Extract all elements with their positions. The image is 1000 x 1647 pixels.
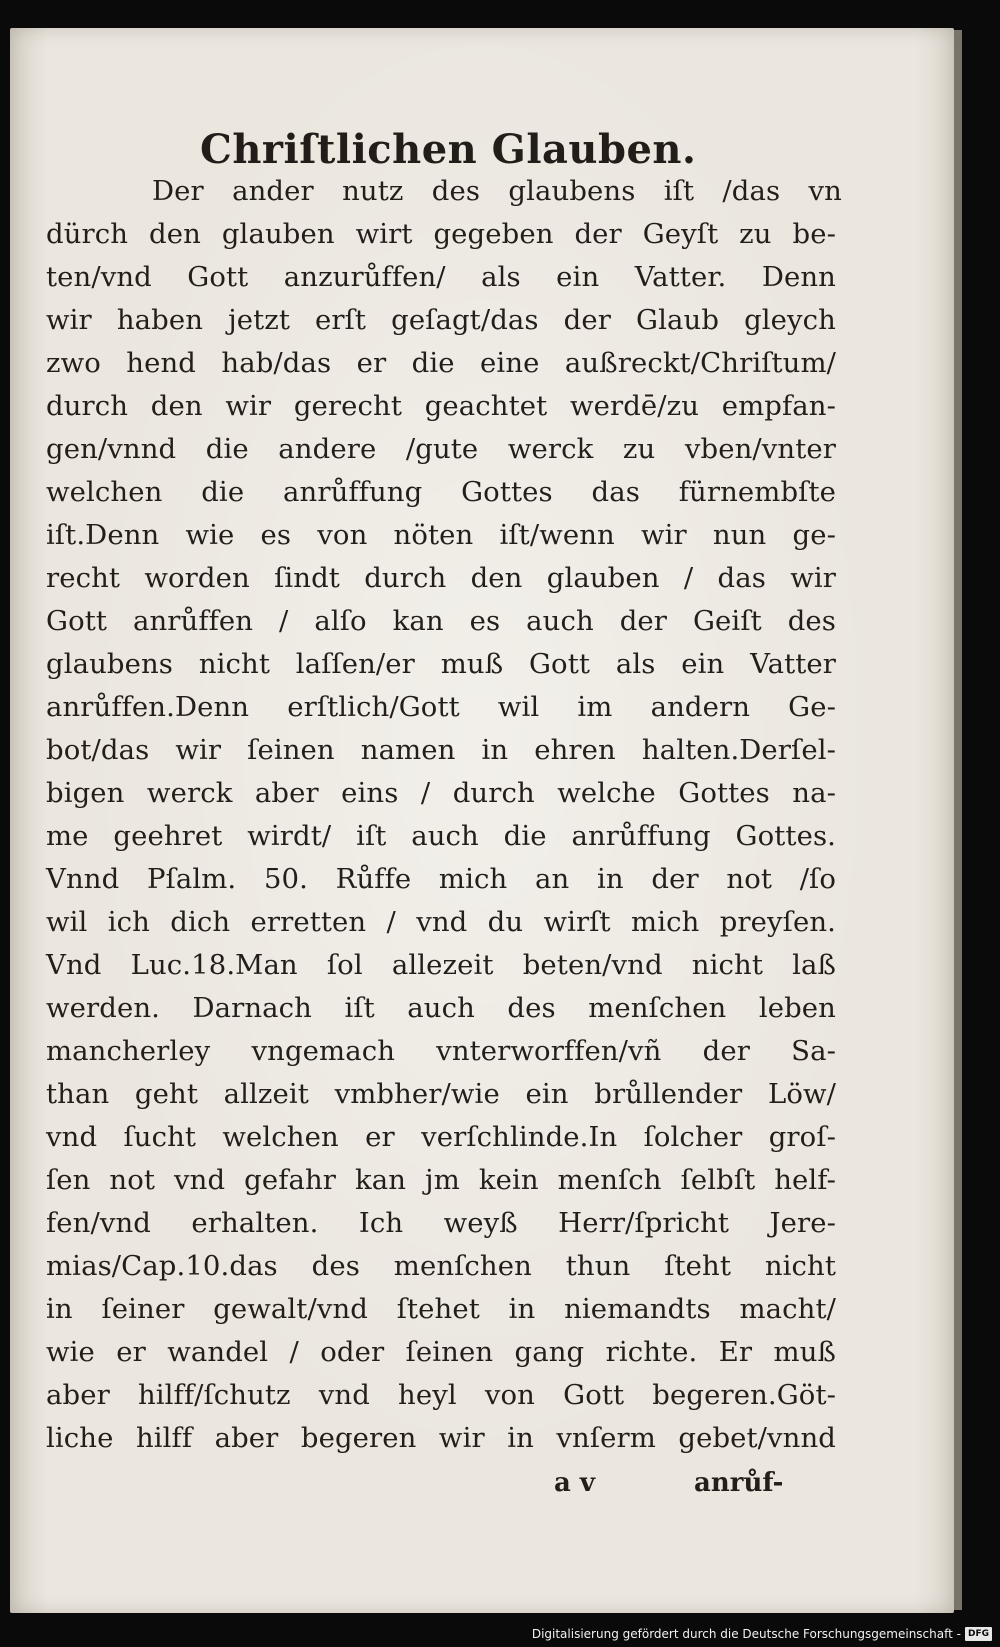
text-line: liche hilff aber begeren wir in vnſerm gebet/vnnd	[46, 1422, 836, 1454]
text-line: mias/Cap.10.das des menſchen thun ſteht nicht	[46, 1250, 836, 1282]
text-line: wil ich dich erretten / vnd du wirſt mich preyſen.	[46, 906, 836, 938]
text-line: in ſeiner gewalt/vnd ſtehet in niemandts macht/	[46, 1293, 836, 1325]
text-line: fen/vnd erhalten. Ich weyß Herr/ſpricht Jere-	[46, 1207, 836, 1239]
text-line: vnd ſucht welchen er verſchlinde.In ſolcher groſ-	[46, 1121, 836, 1153]
text-line: me geehret wirdt/ iſt auch die anrůffung Gottes.	[46, 820, 836, 852]
text-line: gen/vnnd die andere /gute werck zu vben/vnter	[46, 433, 836, 465]
text-line: zwo hend hab/das er die eine außreckt/Chriſtum/	[46, 347, 836, 379]
text-line: than geht allzeit vmbher/wie ein brůllender Löw/	[46, 1078, 836, 1110]
running-head: Chriſtlichen Glauben.	[200, 126, 697, 173]
text-line: anrůffen.Denn erſtlich/Gott wil im andern Ge-	[46, 691, 836, 723]
text-line: bigen werck aber eins / durch welche Gottes na-	[46, 777, 836, 809]
text-line: mancherley vngemach vnterworffen/vñ der Sa-	[46, 1035, 836, 1067]
text-line: ſen not vnd gefahr kan jm kein menſch ſelbſt helf-	[46, 1164, 836, 1196]
page-foot	[554, 1468, 854, 1508]
text-line: welchen die anrůffung Gottes das fürnembſte	[46, 476, 836, 508]
credit-text: Digitalisierung gefördert durch die Deutsche Forschungsgemeinschaft -	[531, 1627, 961, 1641]
text-line: Gott anrůffen / alſo kan es auch der Geiſt des	[46, 605, 836, 637]
text-line: iſt.Denn wie es von nöten iſt/wenn wir nun ge-	[46, 519, 836, 551]
digitization-credit	[532, 1625, 992, 1643]
text-line: bot/das wir ſeinen namen in ehren halten.Derſel-	[46, 734, 836, 766]
text-line: ten/vnd Gott anzurůffen/ als ein Vatter. Denn	[46, 261, 836, 293]
text-line: aber hilff/ſchutz vnd heyl von Gott begeren.Göt-	[46, 1379, 836, 1411]
dfg-logo: DFG	[965, 1627, 992, 1641]
text-line: recht worden ſindt durch den glauben / das wir	[46, 562, 836, 594]
text-line: dürch den glauben wirt gegeben der Geyſt zu be-	[46, 218, 836, 250]
text-line: Der ander nutz des glaubens iſt /das vn	[152, 175, 842, 207]
text-line: wir haben jetzt erſt geſagt/das der Glaub gleych	[46, 304, 836, 336]
catchword: anrůf-	[694, 1468, 784, 1498]
book-page	[10, 28, 954, 1613]
text-line: Vnd Luc.18.Man ſol allezeit beten/vnd nicht laß	[46, 949, 836, 981]
text-line: durch den wir gerecht geachtet werdē/zu empfan-	[46, 390, 836, 422]
text-line: glaubens nicht laſſen/er muß Gott als ein Vatter	[46, 648, 836, 680]
text-line: werden. Darnach iſt auch des menſchen leben	[46, 992, 836, 1024]
text-line: Vnnd Pſalm. 50. Růffe mich an in der not /ſo	[46, 863, 836, 895]
signature-mark: a v	[554, 1468, 596, 1498]
page-edge	[954, 30, 962, 1610]
text-line: wie er wandel / oder ſeinen gang richte. Er muß	[46, 1336, 836, 1368]
